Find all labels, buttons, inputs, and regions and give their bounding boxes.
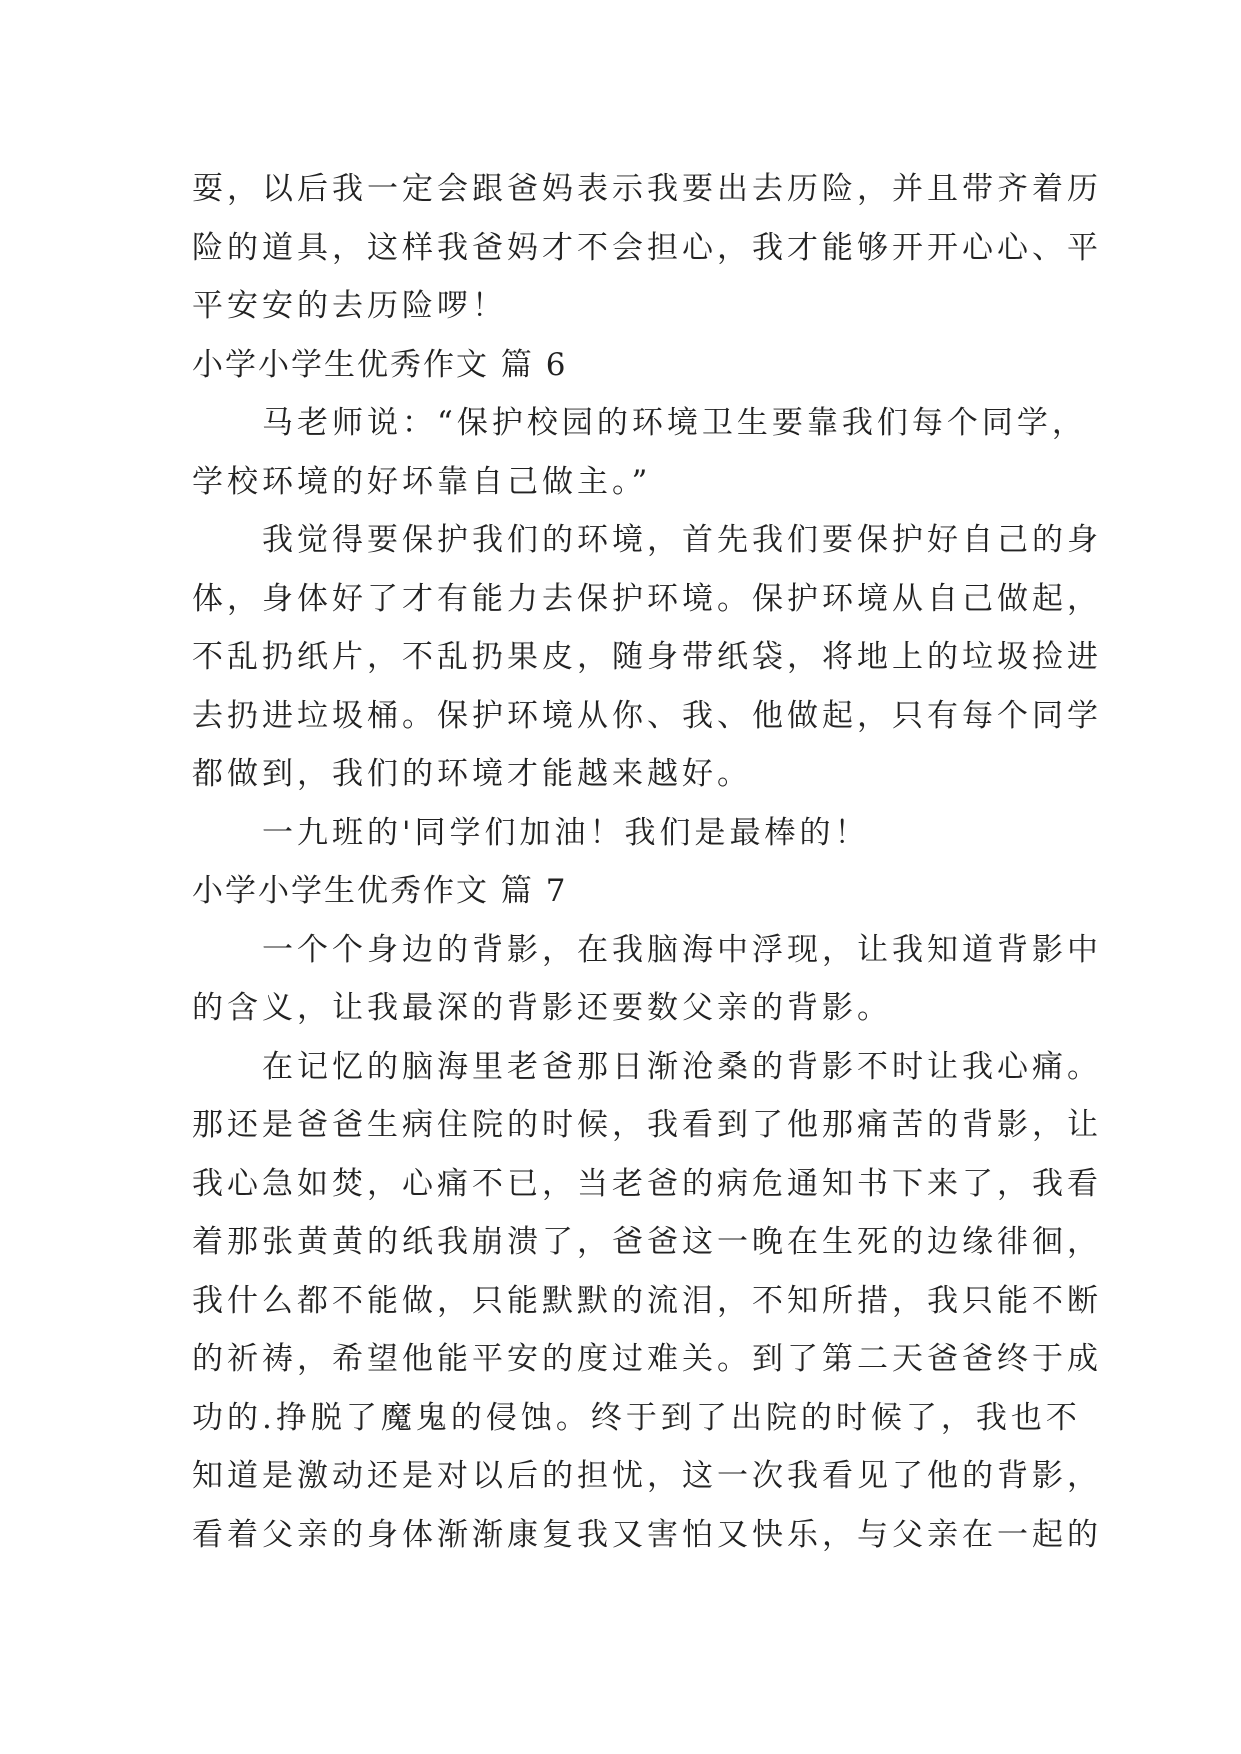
paragraph-line: 看着父亲的身体渐渐康复我又害怕又快乐，与父亲在一起的 (192, 1516, 1102, 1553)
paragraph-line: 的含义，让我最深的背影还要数父亲的背影。 (192, 990, 892, 1026)
paragraph-line: 一个个身边的背影，在我脑海中浮现，让我知道背影中 (192, 931, 1102, 968)
paragraph-line: 知道是激动还是对以后的担忧，这一次我看见了他的背影， (192, 1458, 1102, 1494)
paragraph-line: 去扔进垃圾桶。保护环境从你、我、他做起，只有每个同学 (192, 697, 1102, 734)
section-heading: 小学小学生优秀作文 篇 7 (192, 873, 568, 909)
section-heading: 小学小学生优秀作文 篇 6 (192, 346, 568, 383)
text-body (192, 160, 1102, 1564)
paragraph-line: 那还是爸爸生病住院的时候，我看到了他那痛苦的背影，让 (192, 1107, 1102, 1143)
paragraph-line: 不乱扔纸片，不乱扔果皮，随身带纸袋，将地上的垃圾捡进 (192, 639, 1102, 675)
paragraph-line: 险的道具，这样我爸妈才不会担心，我才能够开开心心、平 (192, 229, 1102, 266)
paragraph-line: 体，身体好了才有能力去保护环境。保护环境从自己做起， (192, 580, 1102, 617)
paragraph-line: 都做到，我们的环境才能越来越好。 (192, 756, 752, 792)
paragraph-line: 马老师说：“保护校园的环境卫生要靠我们每个同学， (192, 405, 1087, 441)
paragraph-line: 我心急如焚，心痛不已，当老爸的病危通知书下来了，我看 (192, 1165, 1102, 1202)
paragraph-line: 一九班的'同学们加油！我们是最棒的！ (192, 814, 870, 851)
paragraph-line: 功的.挣脱了魔鬼的侵蚀。终于到了出院的时候了，我也不 (192, 1399, 1081, 1436)
paragraph-line: 着那张黄黄的纸我崩溃了，爸爸这一晚在生死的边缘徘徊， (192, 1224, 1102, 1260)
paragraph-line: 平安安的去历险啰！ (192, 288, 507, 324)
paragraph-line: 我觉得要保护我们的环境，首先我们要保护好自己的身 (192, 522, 1102, 558)
paragraph-line: 学校环境的好坏靠自己做主。” (192, 463, 652, 500)
paragraph-line: 耍，以后我一定会跟爸妈表示我要出去历险，并且带齐着历 (192, 171, 1102, 207)
paragraph-line: 的祈祷，希望他能平安的度过难关。到了第二天爸爸终于成 (192, 1341, 1102, 1377)
paragraph-line: 我什么都不能做，只能默默的流泪，不知所措，我只能不断 (192, 1282, 1102, 1319)
paragraph-line: 在记忆的脑海里老爸那日渐沧桑的背影不时让我心痛。 (192, 1048, 1102, 1085)
